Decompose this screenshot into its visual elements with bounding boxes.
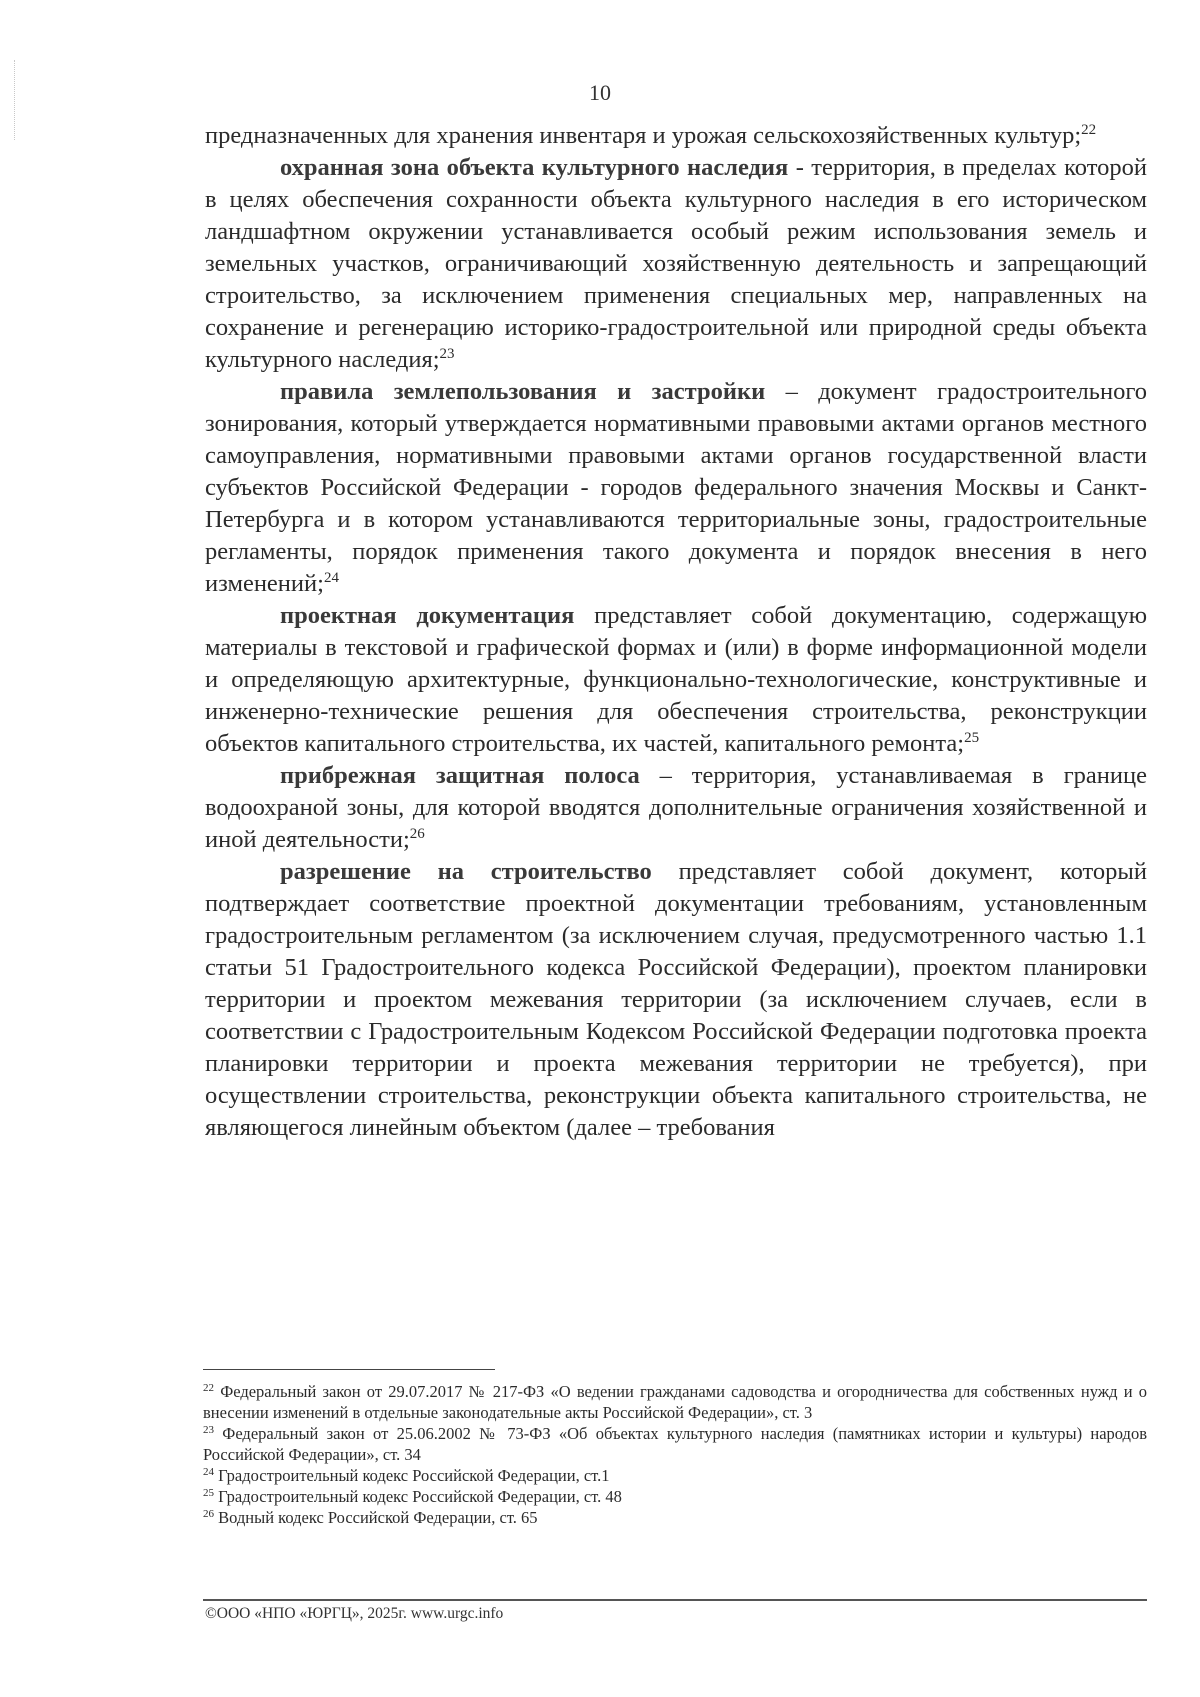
definition-paragraph: [205, 856, 1147, 1144]
footnote-text: Федеральный закон от 25.06.2002 № 73-ФЗ «Об объектах культурного наследия (памятниках истории и культуры) народов Российской Федерации», ст. 34: [203, 1424, 1147, 1464]
footnote-ref: 26: [409, 826, 425, 842]
footnote: [203, 1507, 1147, 1528]
footnote-ref: 22: [1081, 122, 1097, 138]
footnote-number: 26: [203, 1508, 214, 1520]
footnotes: [203, 1381, 1147, 1528]
paragraph-text: – документ градостроительного зонирования, который утверждается нормативными правовыми актами органов местного самоуправления, нормативными правовыми актами органов государственной власти субъектов Российской Федерации - городов федерального значения Москвы и Санкт-Петербурга и в котором устанавливаются территориальные зоны, градостроительные регламенты, порядок применения такого документа и порядок внесения в него изменений;: [205, 378, 1148, 597]
page-number: 10: [589, 80, 611, 105]
footnote-number: 25: [203, 1487, 214, 1499]
footnote-text: Водный кодекс Российской Федерации, ст. 65: [214, 1508, 538, 1527]
paragraph-continuation: [205, 120, 1147, 152]
defined-term: проектная документация: [280, 602, 575, 629]
footnote-text: Федеральный закон от 29.07.2017 № 217-ФЗ «О ведении гражданами садоводства и огородничества для собственных нужд и о внесении изменений в отдельные законодательные акты Российской Федерации», ст. 3: [203, 1382, 1147, 1422]
footnote-number: 24: [203, 1466, 214, 1478]
defined-term: правила землепользования и застройки: [280, 378, 766, 405]
paragraph-text: – территория, устанавливаемая в границе водоохраной зоны, для которой вводятся дополнительные ограничения хозяйственной и иной деятельности;: [205, 762, 1148, 853]
footnote-separator: [203, 1369, 495, 1370]
footnote: [203, 1381, 1147, 1423]
paragraph-text: - территория, в пределах которой в целях обеспечения сохранности объекта культурного наследия в его историческом ландшафтном окружении устанавливается особый режим использования земель и земельных участков, ограничивающий хозяйственную деятельность и запрещающий строительство, за исключением применения специальных мер, направленных на сохранение и регенерацию историко-градостроительной или природной среды объекта культурного наследия;: [205, 154, 1147, 373]
footnote: [203, 1423, 1147, 1465]
paragraph-text: представляет собой документацию, содержащую материалы в текстовой и графической формах и (или) в форме информационной модели и определяющую архитектурные, функционально-технологические, конструктивные и инженерно-технические решения для обеспечения строительства, реконструкции объектов капитального строительства, их частей, капитального ремонта;: [205, 602, 1147, 757]
footnote-ref: 23: [439, 346, 455, 362]
body-text: [205, 120, 1147, 1144]
definition-paragraph: [205, 600, 1147, 760]
footnote: [203, 1486, 1147, 1507]
defined-term: разрешение на строительство: [280, 858, 652, 885]
definition-paragraph: [205, 376, 1147, 600]
footnote-text: Градостроительный кодекс Российской Федерации, ст. 48: [214, 1487, 622, 1506]
footnote: [203, 1465, 1147, 1486]
paragraph-text: представляет собой документ, который подтверждает соответствие проектной документации требованиям, установленным градостроительным регламентом (за исключением случая, предусмотренного частью 1.1 статьи 51 Градостроительного кодекса Российской Федерации), проектом планировки территории и проектом межевания территории (за исключением случаев, если в соответствии с Градостроительным Кодексом Российской Федерации подготовка проекта планировки территории и проекта межевания территории не требуется), при осуществлении строительства, реконструкции объекта капитального строительства, не являющегося линейным объектом (далее – требования: [205, 858, 1147, 1141]
defined-term: прибрежная защитная полоса: [280, 762, 640, 789]
footer-separator: [203, 1599, 1147, 1601]
footnote-number: 22: [203, 1382, 214, 1394]
footnote-ref: 24: [323, 570, 339, 586]
definition-paragraph: [205, 152, 1147, 376]
defined-term: охранная зона объекта культурного наследия: [280, 154, 789, 181]
definition-paragraph: [205, 760, 1147, 856]
footer-copyright: ©ООО «НПО «ЮРГЦ», 2025г. www.urgc.info: [205, 1605, 504, 1622]
footnote-number: 23: [203, 1424, 214, 1436]
footnote-ref: 25: [964, 730, 980, 746]
paragraph-text: предназначенных для хранения инвентаря и урожая сельскохозяйственных культур;: [205, 122, 1082, 149]
footnote-text: Градостроительный кодекс Российской Федерации, ст.1: [214, 1466, 610, 1485]
